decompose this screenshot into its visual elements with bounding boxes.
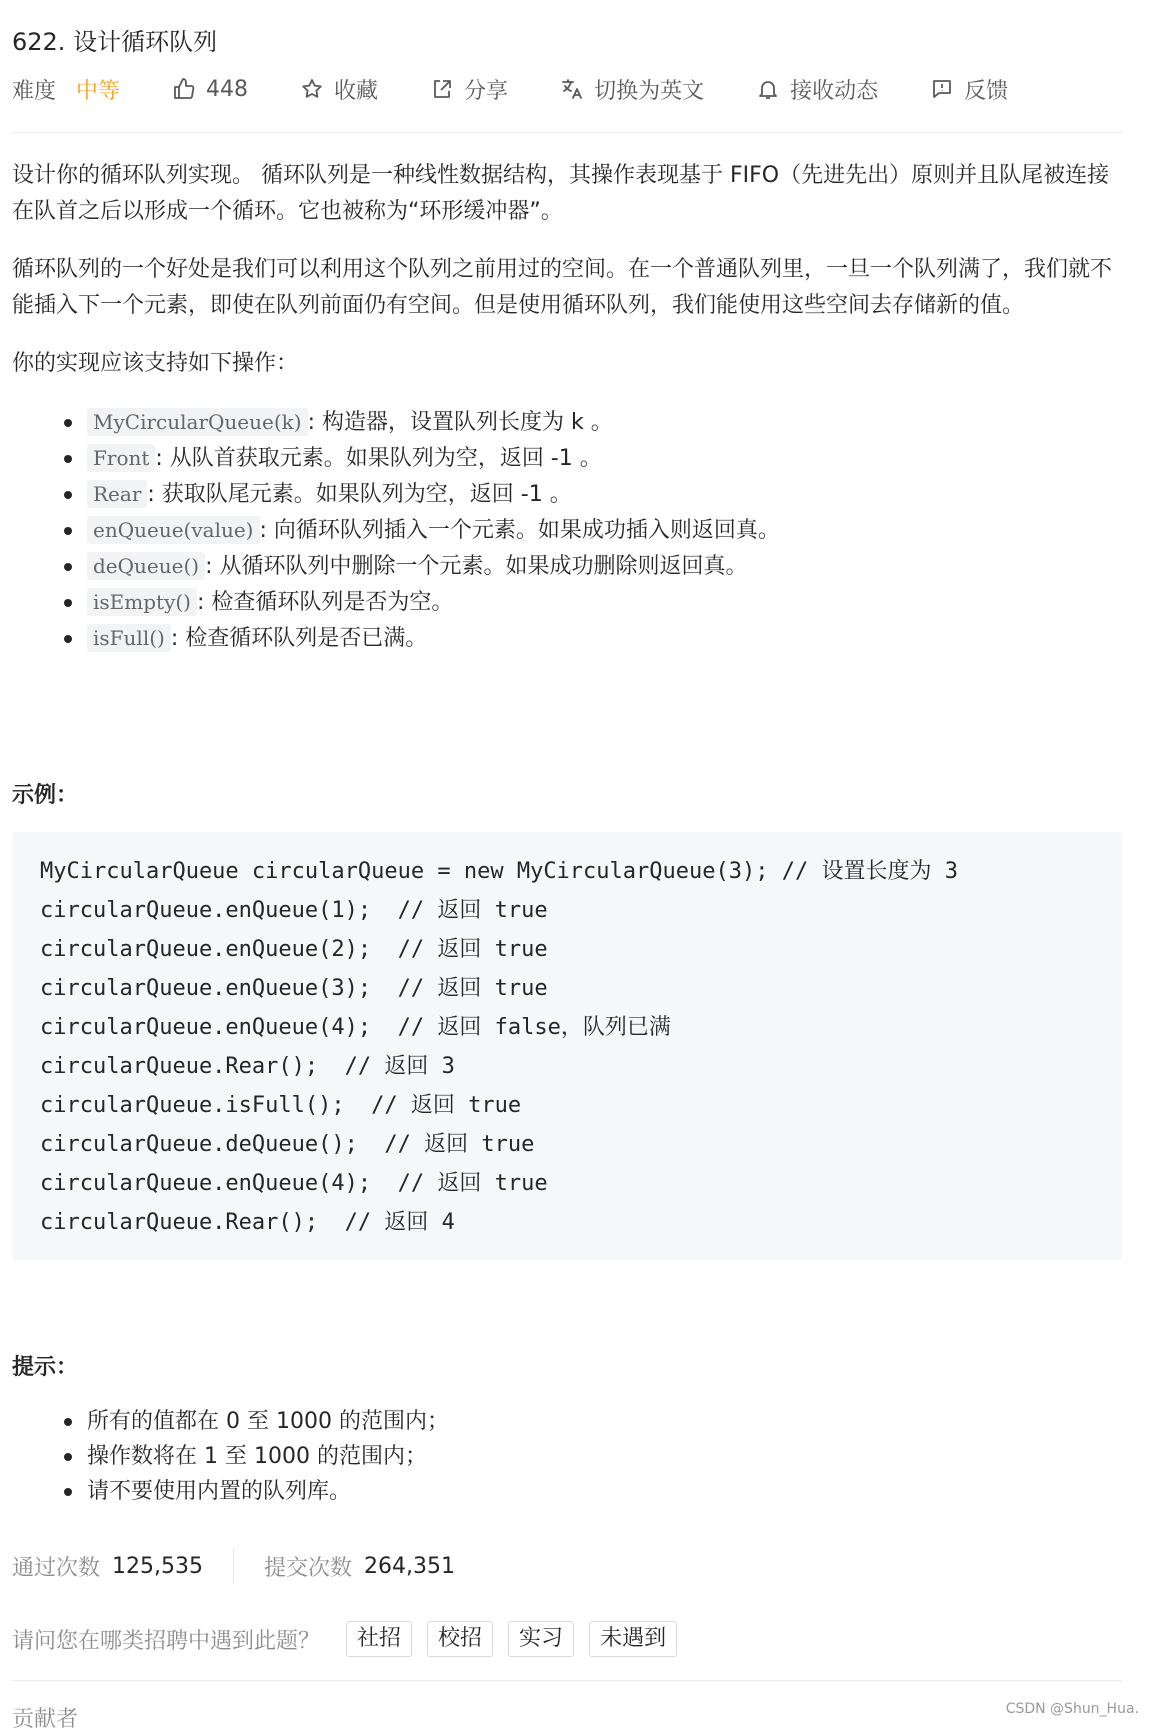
recruit-question: 请问您在哪类招聘中遇到此题？ xyxy=(12,1628,321,1654)
recruit-option-campus-button[interactable]: 校招 xyxy=(427,1621,493,1657)
operation-text: : 获取队尾元素。如果队列为空，返回 -1 。 xyxy=(147,482,572,507)
submitted-label: 提交次数 xyxy=(264,1555,353,1581)
watermark: CSDN @Shun_Hua. xyxy=(1005,1701,1139,1717)
inline-code: enQueue(value) xyxy=(87,516,260,544)
problem-meta-toolbar xyxy=(12,72,1060,106)
stats-divider xyxy=(233,1549,234,1583)
list-item xyxy=(12,440,1127,476)
thumbs-up-icon xyxy=(172,77,196,101)
feedback-icon xyxy=(930,77,954,101)
recruit-option-social-button[interactable]: 社招 xyxy=(346,1621,412,1657)
operations-list xyxy=(12,404,1127,656)
list-item xyxy=(12,512,1127,548)
difficulty-label: 难度 xyxy=(12,78,57,104)
list-item: 所有的值都在 0 至 1000 的范围内； xyxy=(12,1404,449,1439)
list-item: 请不要使用内置的队列库。 xyxy=(12,1474,449,1509)
operation-text: : 检查循环队列是否已满。 xyxy=(170,626,428,651)
operation-text: : 从队首获取元素。如果队列为空，返回 -1 。 xyxy=(155,446,602,471)
share-icon xyxy=(430,77,454,101)
list-item xyxy=(12,620,1127,656)
hints-list xyxy=(12,1404,449,1509)
operation-text: : 从循环队列中删除一个元素。如果成功删除则返回真。 xyxy=(205,554,748,579)
description-paragraph: 循环队列的一个好处是我们可以利用这个队列之前用过的空间。在一个普通队列里，一旦一个队列满了，我们就不能插入下一个元素，即使在队列前面仍有空间。但是使用循环队列，我们能使用这些空间去存储新的值。 xyxy=(12,257,1113,318)
list-item: 操作数将在 1 至 1000 的范围内； xyxy=(12,1439,449,1474)
description-paragraph: 你的实现应该支持如下操作： xyxy=(12,351,299,376)
submission-stats xyxy=(12,1548,455,1584)
switch-language-label: 切换为英文 xyxy=(594,78,705,104)
inline-code: isEmpty() xyxy=(87,588,197,616)
feedback-label: 反馈 xyxy=(964,78,1009,104)
example-heading: 示例： xyxy=(12,783,79,808)
bell-icon xyxy=(756,77,780,101)
list-item xyxy=(12,548,1127,584)
list-item xyxy=(12,584,1127,620)
accepted-count: 125,535 xyxy=(112,1553,203,1579)
operation-text: : 向循环队列插入一个元素。如果成功插入则返回真。 xyxy=(259,518,780,543)
contributors-label: 贡献者 xyxy=(12,1707,79,1732)
header-divider xyxy=(12,132,1122,133)
accepted-label: 通过次数 xyxy=(12,1555,101,1581)
subscribe-button[interactable] xyxy=(756,74,878,105)
share-button[interactable] xyxy=(430,74,508,105)
list-item xyxy=(12,476,1127,512)
inline-code: deQueue() xyxy=(87,552,205,580)
recruit-option-never-button[interactable]: 未遇到 xyxy=(589,1621,677,1657)
operation-text: : 检查循环队列是否为空。 xyxy=(196,590,454,615)
feedback-button[interactable] xyxy=(930,74,1008,105)
subscribe-label: 接收动态 xyxy=(790,78,879,104)
share-label: 分享 xyxy=(464,78,509,104)
hints-heading: 提示： xyxy=(12,1355,79,1380)
example-code-block xyxy=(12,832,1122,1260)
favorite-button[interactable] xyxy=(300,74,378,105)
example-code: MyCircularQueue circularQueue = new MyCircularQueue(3); // 设置长度为 3 circularQueue.enQueue(1); // 返回 true circularQueue.enQueue(2); // 返回 true circularQueue.enQueue(3); // 返回 true circularQueue.enQueue(4); // 返回 false，队列已满 circularQueue.Rear(); // 返回 3 circularQueue.isFull(); // 返回 true circularQueue.deQueue(); // 返回 true circularQueue.enQueue(4); // 返回 true circularQueue.Rear(); // 返回 4 xyxy=(40,859,958,1235)
problem-description xyxy=(12,158,1127,656)
star-icon xyxy=(300,77,324,101)
inline-code: MyCircularQueue(k) xyxy=(87,408,308,436)
translate-icon xyxy=(560,77,584,101)
recruit-survey xyxy=(12,1620,692,1658)
difficulty-badge: 中等 xyxy=(76,78,121,104)
inline-code: isFull() xyxy=(87,624,171,652)
like-count: 448 xyxy=(206,76,249,102)
list-item xyxy=(12,404,1127,440)
inline-code: Rear xyxy=(87,480,147,508)
submitted-count: 264,351 xyxy=(364,1553,455,1579)
footer-divider xyxy=(12,1680,1122,1681)
operation-text: : 构造器，设置队列长度为 k 。 xyxy=(307,410,613,435)
switch-language-button[interactable] xyxy=(560,74,704,105)
recruit-option-internship-button[interactable]: 实习 xyxy=(508,1621,574,1657)
favorite-label: 收藏 xyxy=(334,78,379,104)
description-paragraph: 设计你的循环队列实现。 循环队列是一种线性数据结构，其操作表现基于 FIFO（先进先出）原则并且队尾被连接在队首之后以形成一个循环。它也被称为“环形缓冲器”。 xyxy=(12,163,1110,224)
like-button[interactable] xyxy=(172,77,248,102)
problem-title: 622. 设计循环队列 xyxy=(12,28,218,56)
inline-code: Front xyxy=(87,444,155,472)
